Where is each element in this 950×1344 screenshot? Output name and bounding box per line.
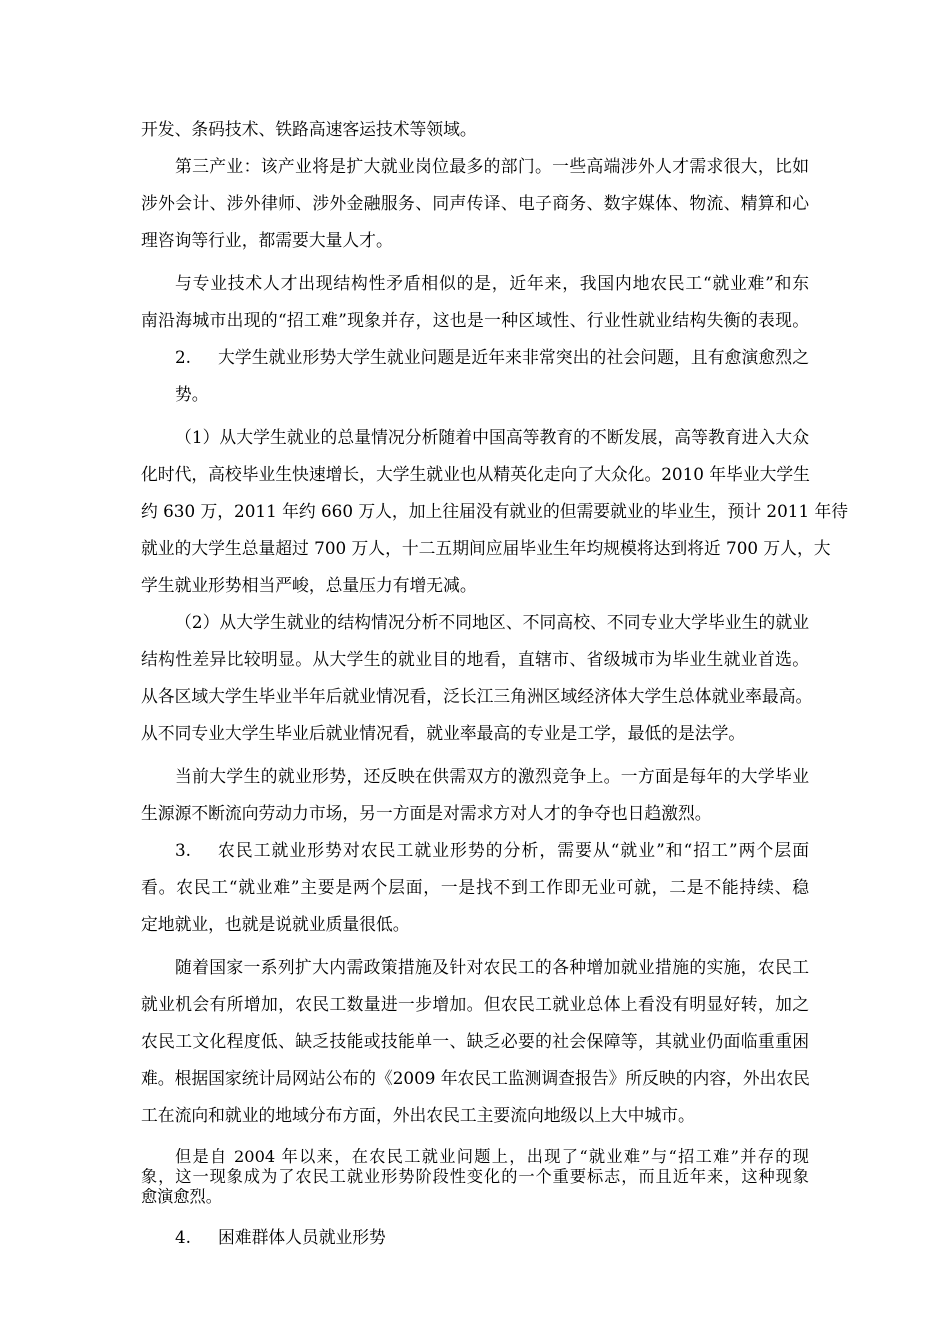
section-number: 3. — [175, 840, 192, 860]
document-page: 开发、条码技术、铁路高速客运技术等领域。 第三产业：该产业将是扩大就业岗位最多的部门。一些高端涉外人才需求很大，比如 涉外会计、涉外律师、涉外金融服务、同声传译、电子商务、数字媒体、物流、精算和心 理咨询等行业，都需要大量人才。 与专业技术人才出现结构性矛盾相似的是，近年来，我国内地农民工“就业难”和东 南沿海城市出现的“招工难”现象并存，这也是一种区域性、行业性就业结构失衡的表现。 2. 大学生就业形势大学生就业问题是近年来非常突出的社会问题，且有愈演愈烈之 势。 （1）从大学生就业的总量情况分析随着中国高等教育的不断发展，高等教育进入大众 化时代，高校毕业生快速增长，大学生就业也从精英化走向了大众化。2010 年毕业大学生 约 630 万，2011 年约 660 万人，加上往届没有就业的但需要就业的毕业生，预计 2011 年待 就业的大学生总量超过 700 万人，十二五期间应届毕业生年均规模将达到将近 700 万人，大 学生就业形势相当严峻，总量压力有增无减。 （2）从大学生就业的结构情况分析不同地区、不同高校、不同专业大学毕业生的就业 结构性差异比较明显。从大学生的就业目的地看，直辖市、省级城市为毕业生就业首选。 从各区域大学生毕业半年后就业情况看，泛长江三角洲区域经济体大学生总体就业率最高。 从不同专业大学生毕业后就业情况看，就业率最高的专业是工学，最低的是法学。 当前大学生的就业形势，还反映在供需双方的激烈竞争上。一方面是每年的大学毕业 生源源不断流向劳动力市场，另一方面是对需求方对人才的争夺也日趋激烈。 3. 农民工就业形势对农民工就业形势的分析，需要从“就业”和“招工”两个层面 看。农民工“就业难”主要是两个层面，一是找不到工作即无业可就，二是不能持续、稳 定地就业，也就是说就业质量很低。 随着国家一系列扩大内需政策措施及针对农民工的各种增加就业措施的实施，农民工 就业机会有所增加，农民工数量进一步增加。但农民工就业总体上看没有明显好转，加之 农民工文化程度低、缺乏技能或技能单一、缺乏必要的社会保障等，其就业仍面临重重困 难。根据国家统计局网站公布的《2009 年农民工监测调查报告》所反映的内容，外出农民 工在流向和就业的地域分布方面，外出农民工主要流向地级以上大中城市。 但是自 2004 年以来，在农民工就业问题上，出现了“就业难”与“招工难”并存的现 象，这一现象成为了农民工就业形势阶段性变化的一个重要标志，而且近年来，这种现象 愈演愈烈。 4. 困难群体人员就业形势 — [0, 0, 950, 1344]
section-number: 4. — [175, 1227, 192, 1247]
section-number: 2. — [175, 347, 192, 367]
